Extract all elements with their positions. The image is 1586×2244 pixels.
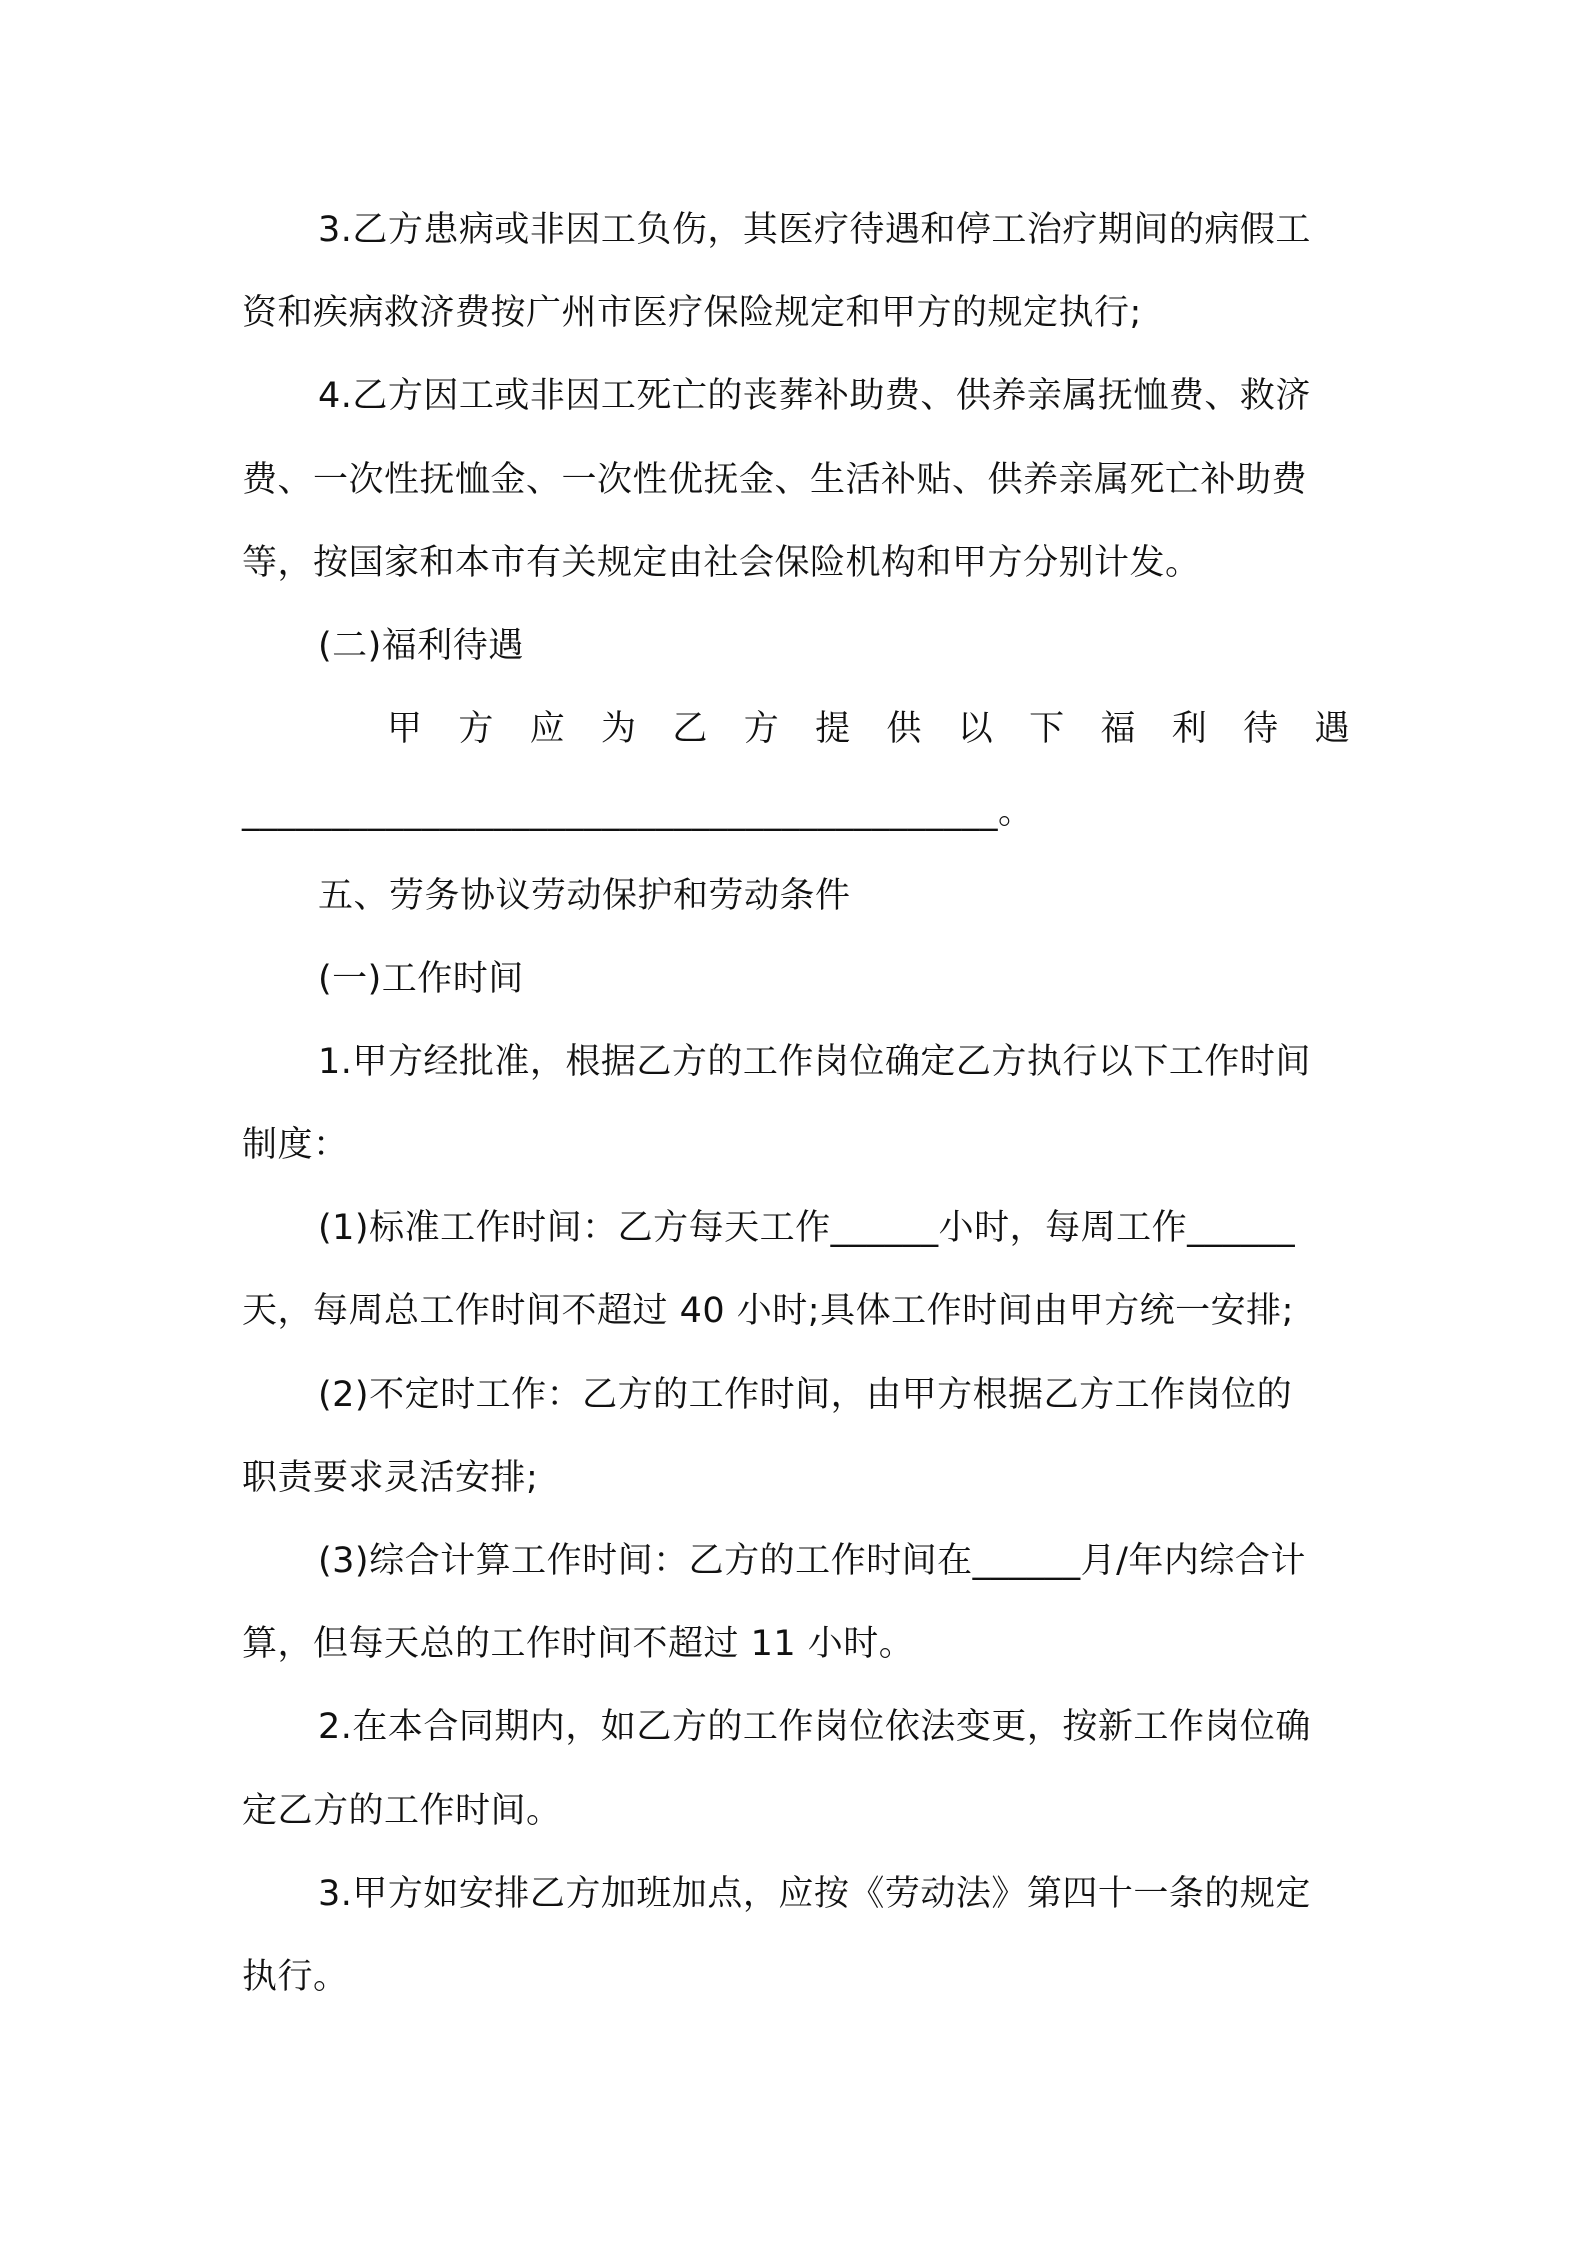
paragraph-line: 费、一次性抚恤金、一次性优抚金、生活补贴、供养亲属死亡补助费 — [242, 459, 1308, 500]
paragraph-line: (3)综合计算工作时间：乙方的工作时间在______月/年内综合计 — [318, 1541, 1306, 1581]
section-heading: (一)工作时间 — [318, 958, 524, 999]
paragraph-line: (2)不定时工作：乙方的工作时间，由甲方根据乙方工作岗位的 — [318, 1374, 1293, 1415]
paragraph-line: 等，按国家和本市有关规定由社会保险机构和甲方分别计发。 — [242, 542, 1201, 583]
spaced-char: 甲 — [387, 709, 423, 750]
section-heading: (二)福利待遇 — [318, 625, 524, 666]
spaced-char: 应 — [529, 709, 566, 750]
spaced-text-line — [242, 697, 1354, 780]
spaced-char: 方 — [743, 709, 780, 750]
paragraph-line: 资和疾病救济费按广州市医疗保险规定和甲方的规定执行; — [242, 293, 1142, 334]
paragraph-line: 2.在本合同期内，如乙方的工作岗位依法变更，按新工作岗位确 — [318, 1707, 1311, 1748]
document-body — [242, 198, 1354, 2028]
section-heading: 五、劳务协议劳动保护和劳动条件 — [318, 875, 851, 916]
paragraph-line: 3.乙方患病或非因工负伤，其医疗待遇和停工治疗期间的病假工 — [318, 210, 1311, 250]
spaced-char: 福 — [1100, 709, 1136, 750]
paragraph-line: 定乙方的工作时间。 — [242, 1790, 562, 1831]
paragraph-line: 4.乙方因工或非因工死亡的丧葬补助费、供养亲属抚恤费、救济 — [318, 376, 1311, 417]
spaced-char: 遇 — [1314, 709, 1350, 750]
spaced-char: 利 — [1171, 709, 1208, 750]
paragraph-line: 执行。 — [242, 1956, 349, 1997]
blank-fill-line: __________________________________________。 — [242, 792, 1034, 833]
paragraph-line: 职责要求灵活安排; — [242, 1457, 539, 1498]
paragraph-line: 制度： — [242, 1125, 349, 1166]
spaced-char: 提 — [815, 709, 851, 750]
spaced-char: 待 — [1243, 709, 1279, 750]
spaced-char: 供 — [886, 709, 922, 750]
spaced-char: 为 — [601, 709, 637, 750]
paragraph-line: 算，但每天总的工作时间不超过 11 小时。 — [242, 1624, 915, 1665]
spaced-char: 下 — [1029, 709, 1065, 750]
paragraph-line: 天，每周总工作时间不超过 40 小时;具体工作时间由甲方统一安排; — [242, 1291, 1294, 1332]
paragraph-line: 3.甲方如安排乙方加班加点，应按《劳动法》第四十一条的规定 — [318, 1873, 1311, 1914]
spaced-char: 乙 — [672, 709, 708, 750]
paragraph-line: (1)标准工作时间：乙方每天工作______小时，每周工作______ — [318, 1208, 1296, 1249]
spaced-char: 以 — [957, 709, 994, 750]
spaced-char: 方 — [458, 709, 494, 750]
paragraph-line: 1.甲方经批准，根据乙方的工作岗位确定乙方执行以下工作时间 — [318, 1041, 1311, 1082]
